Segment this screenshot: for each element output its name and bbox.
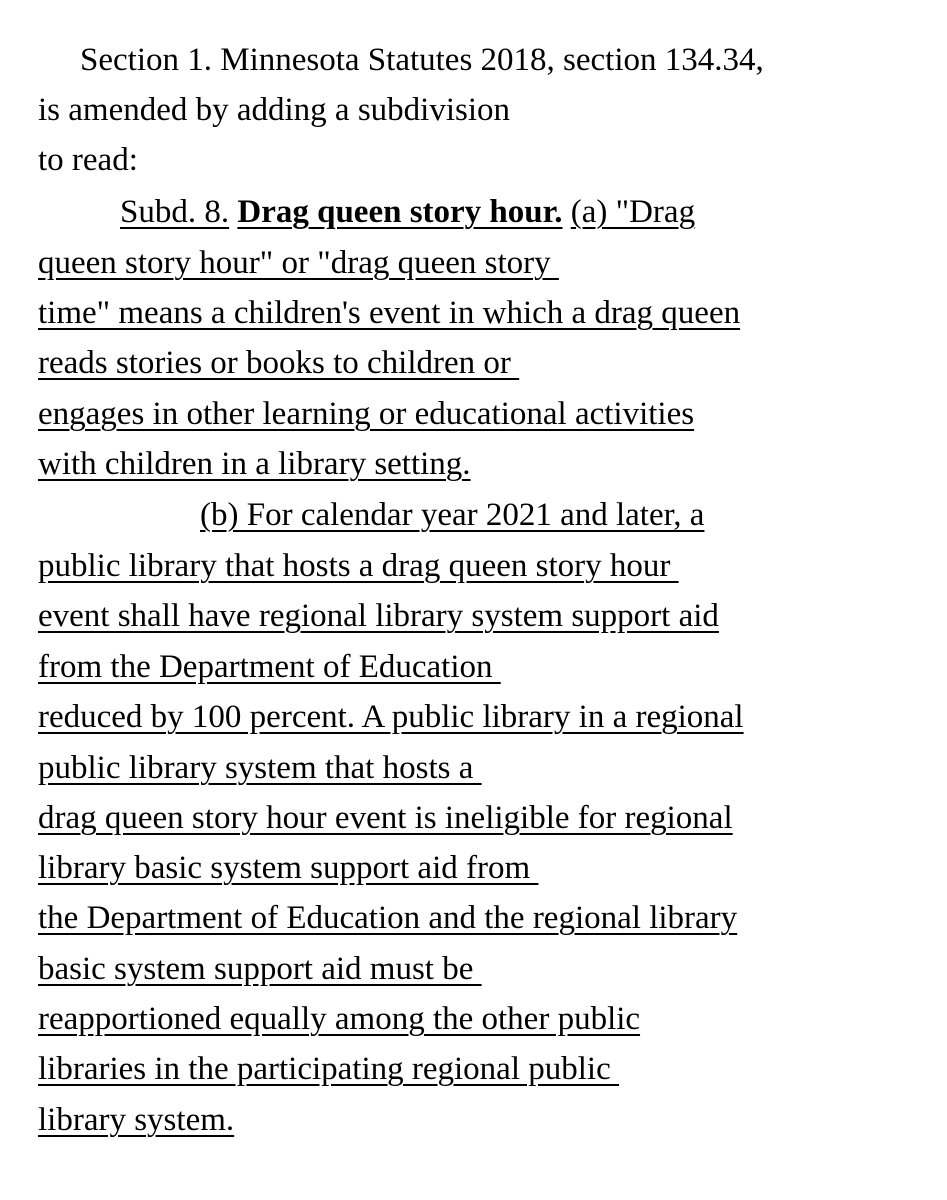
paragraph-b-line-11 bbox=[38, 1049, 619, 1089]
paragraph-a-line-4 bbox=[38, 394, 694, 434]
paragraph-b-line-7 bbox=[38, 848, 538, 888]
paragraph-b-text-11: libraries in the participating regional public bbox=[38, 1051, 619, 1087]
paragraph-a-text-5: with children in a library setting. bbox=[38, 446, 471, 482]
paragraph-b-line-8 bbox=[38, 898, 737, 938]
paragraph-a-line-5 bbox=[38, 444, 471, 484]
paragraph-a-text-1: queen story hour" or "drag queen story bbox=[38, 245, 559, 281]
paragraph-b-text-4: reduced by 100 percent. A public library in a regional bbox=[38, 699, 744, 735]
subdivision-heading-line bbox=[120, 192, 695, 232]
paragraph-b-text-10: reapportioned equally among the other public bbox=[38, 1001, 641, 1037]
paragraph-b-line-4 bbox=[38, 697, 744, 737]
paragraph-b-line-1 bbox=[38, 546, 679, 586]
paragraph-b-line-6 bbox=[38, 798, 733, 838]
paragraph-b-line-12 bbox=[38, 1100, 234, 1140]
subdivision-number: Subd. 8. bbox=[120, 194, 230, 230]
section-line-1: Section 1. Minnesota Statutes 2018, section 134.34, bbox=[80, 42, 764, 78]
paragraph-b-text-1: public library that hosts a drag queen story hour bbox=[38, 548, 679, 584]
paragraph-b-text-6: drag queen story hour event is ineligible for regional bbox=[38, 800, 733, 836]
paragraph-b-line-2 bbox=[38, 596, 719, 636]
paragraph-b-start-line bbox=[200, 495, 704, 535]
paragraph-a-text-2: time" means a children's event in which a drag queen bbox=[38, 295, 741, 331]
paragraph-a-line-1 bbox=[38, 243, 559, 283]
paragraph-b-line-3 bbox=[38, 647, 501, 687]
section-line-3: to read: bbox=[38, 142, 138, 178]
paragraph-b-text-7: library basic system support aid from bbox=[38, 850, 539, 886]
paragraph-a-text-3: reads stories or books to children or bbox=[38, 345, 520, 381]
paragraph-b-start-text: (b) For calendar year 2021 and later, a bbox=[200, 497, 705, 533]
paragraph-b-text-5: public library system that hosts a bbox=[38, 750, 482, 786]
paragraph-a-line-2 bbox=[38, 293, 740, 333]
paragraph-b-line-9 bbox=[38, 949, 482, 989]
paragraph-b-text-8: the Department of Education and the regional library bbox=[38, 900, 738, 936]
section-line-2: is amended by adding a subdivision bbox=[38, 92, 511, 128]
paragraph-b-line-10 bbox=[38, 999, 640, 1039]
paragraph-a-start: (a) "Drag bbox=[570, 194, 696, 230]
paragraph-b-text-2: event shall have regional library system support aid bbox=[38, 598, 719, 634]
paragraph-b-text-12: library system. bbox=[38, 1102, 235, 1138]
paragraph-b-text-9: basic system support aid must be bbox=[38, 951, 482, 987]
paragraph-b-line-5 bbox=[38, 748, 482, 788]
paragraph-a-line-3 bbox=[38, 343, 519, 383]
paragraph-b-text-3: from the Department of Education bbox=[38, 649, 501, 685]
subdivision-title: Drag queen story hour. bbox=[237, 194, 563, 230]
paragraph-a-text-4: engages in other learning or educational activities bbox=[38, 396, 695, 432]
